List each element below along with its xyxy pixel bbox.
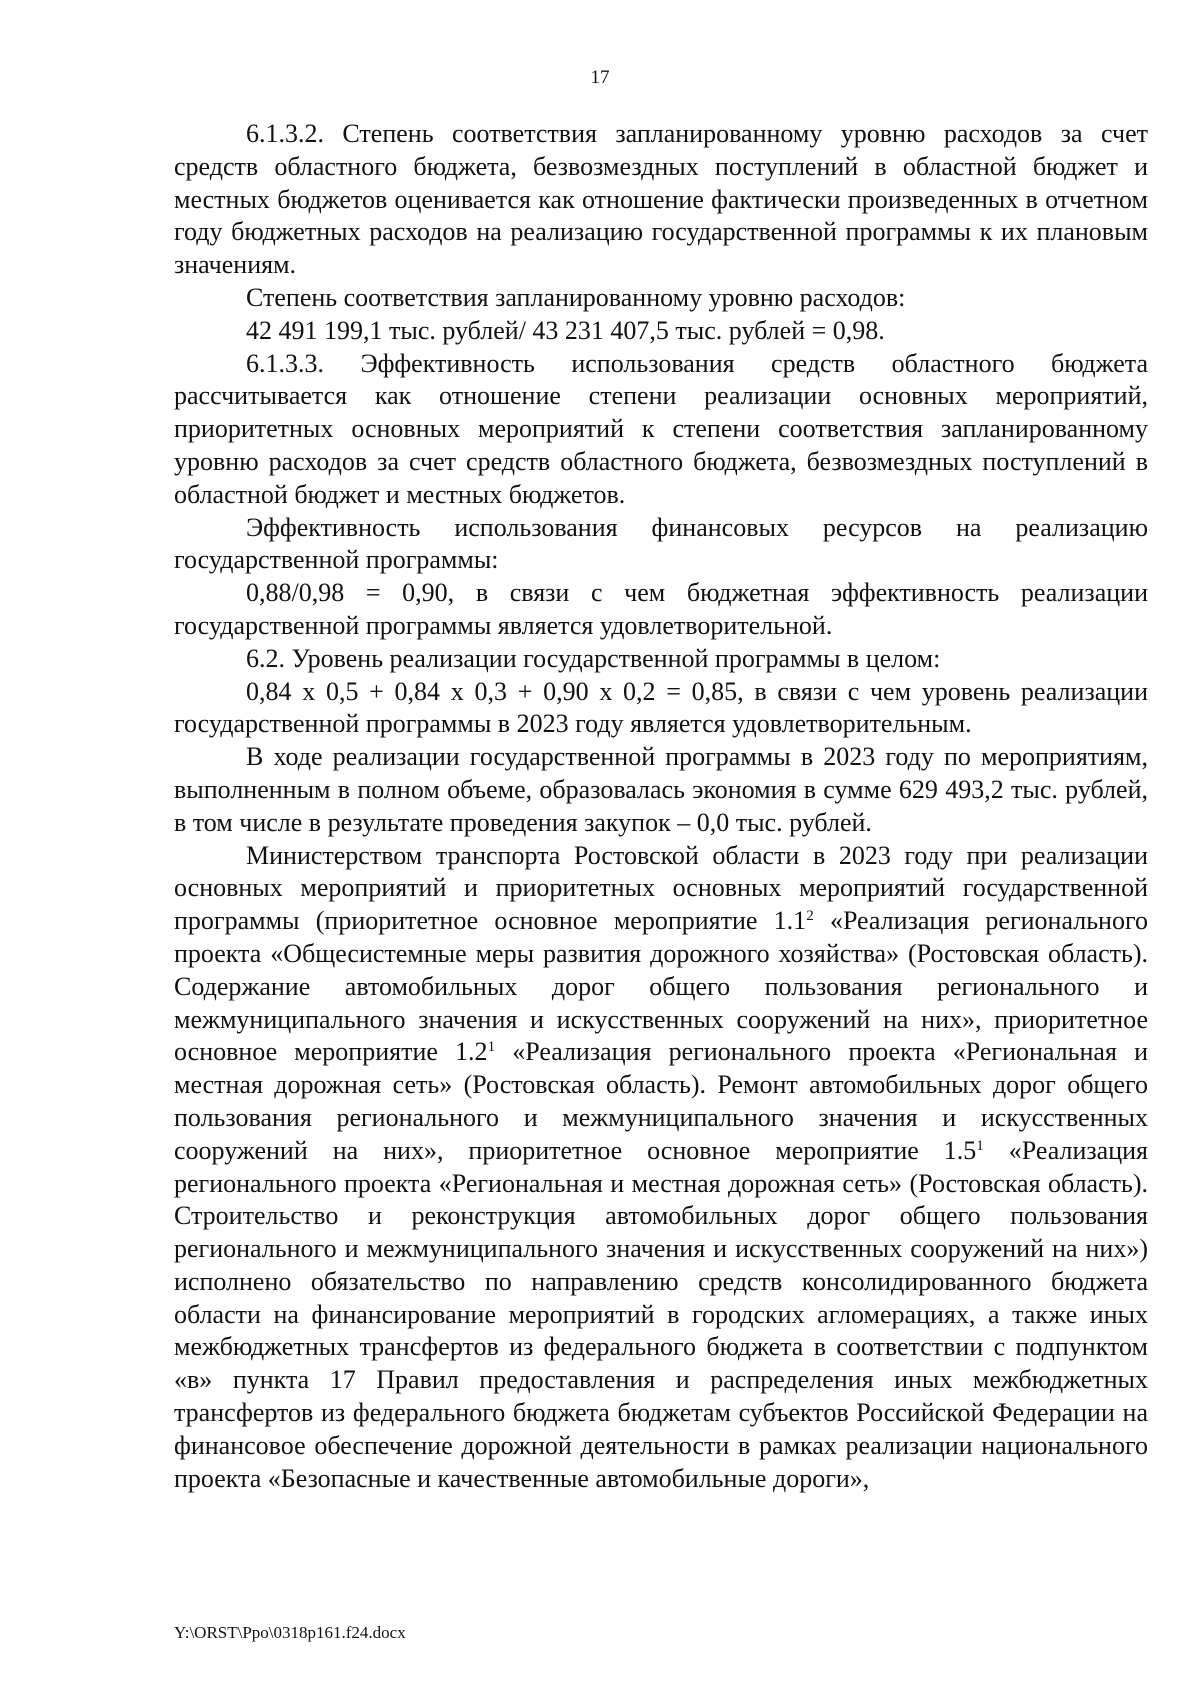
ministry-text-part-4: «Реализация регионального проекта «Региональная и местная дорожная сеть» (Ростовская область). Строительство и реконструкция автомобильных дорог общего пользования регионального и межмуниципального значения и искусственных сооружений на них») исполнено обязательство по направлению средств консолидированного бюджета области на финансирование мероприятий в городских агломерациях, а также иных межбюджетных трансфертов из федерального бюджета в соответствии с подпунктом «в» пункта 17 Правил предоставления и распределения иных межбюджетных трансфертов из федерального бюджета бюджетам субъектов Российской Федерации на финансовое обеспечение дорожной деятельности в рамках реализации национального проекта «Безопасные и качественные автомобильные дороги», [174, 1135, 1148, 1493]
paragraph-savings: В ходе реализации государственной программы в 2023 году по мероприятиям, выполненным в полном объеме, образовалась экономия в сумме 629 493,2 тыс. рублей, в том числе в результате проведения закупок – 0,0 тыс. рублей. [174, 742, 1148, 837]
paragraph-expense-compliance-formula: 42 491 199,1 тыс. рублей/ 43 231 407,5 тыс. рублей = 0,98. [246, 315, 885, 345]
paragraph-efficiency-label: Эффективность использования финансовых ресурсов на реализацию государственной программы: [174, 512, 1148, 575]
paragraph-efficiency-formula: 0,88/0,98 = 0,90, в связи с чем бюджетная эффективность реализации государственной программы является удовлетворительной. [174, 578, 1148, 640]
paragraph-expense-compliance-label: Степень соответствия запланированному уровню расходов: [246, 282, 906, 312]
footnote-mark-3: 1 [976, 1137, 984, 1154]
footnote-mark-1: 2 [806, 908, 814, 925]
paragraph-6-1-3-2: 6.1.3.2. Степень соответствия запланированному уровню расходов за счет средств областного бюджета, безвозмездных поступлений в областной бюджет и местных бюджетов оценивается как отношение фактически произведенных в отчетном году бюджетных расходов на реализацию государственной программы к их плановым значениям. [174, 119, 1148, 280]
paragraph-6-2: 6.2. Уровень реализации государственной программы в целом: [246, 643, 941, 673]
paragraph-overall-formula: 0,84 x 0,5 + 0,84 x 0,3 + 0,90 x 0,2 = 0,85, в связи с чем уровень реализации государственной программы в 2023 году является удовлетворительным. [174, 676, 1148, 739]
ministry-text-part-3: «Реализация регионального проекта «Региональная и местная дорожная сеть» (Ростовская область). Ремонт автомобильных дорог общего пользования регионального и межмуниципального значения и искусственных сооружений на них», приоритетное основное мероприятие 1.5 [174, 1037, 1148, 1165]
footer-file-path: Y:\ORST\Ppo\0318p161.f24.docx [174, 1623, 406, 1642]
footnote-mark-2: 1 [487, 1039, 496, 1056]
ministry-text-part-2: «Реализация регионального проекта «Общесистемные меры развития дорожного хозяйства» (Ростовская область). Содержание автомобильных дорог общего пользования регионального и межмуниципального значения и искусственных сооружений на них», приоритетное основное мероприятие 1.2 [174, 906, 1148, 1067]
ministry-text-part-1: Министерством транспорта Ростовской области в 2023 году при реализации основных мероприятий и приоритетных основных мероприятий государственной программы (приоритетное основное мероприятие 1.1 [174, 840, 1148, 936]
paragraph-ministry-obligation [174, 840, 1148, 1496]
page-number: 17 [590, 67, 610, 88]
paragraph-6-1-3-3: 6.1.3.3. Эффективность использования средств областного бюджета рассчитывается как отношение степени реализации основных мероприятий, приоритетных основных мероприятий к степени соответствия запланированному уровню расходов за счет средств областного бюджета, безвозмездных поступлений в областной бюджет и местных бюджетов. [174, 348, 1148, 509]
document-body [174, 118, 1148, 1495]
